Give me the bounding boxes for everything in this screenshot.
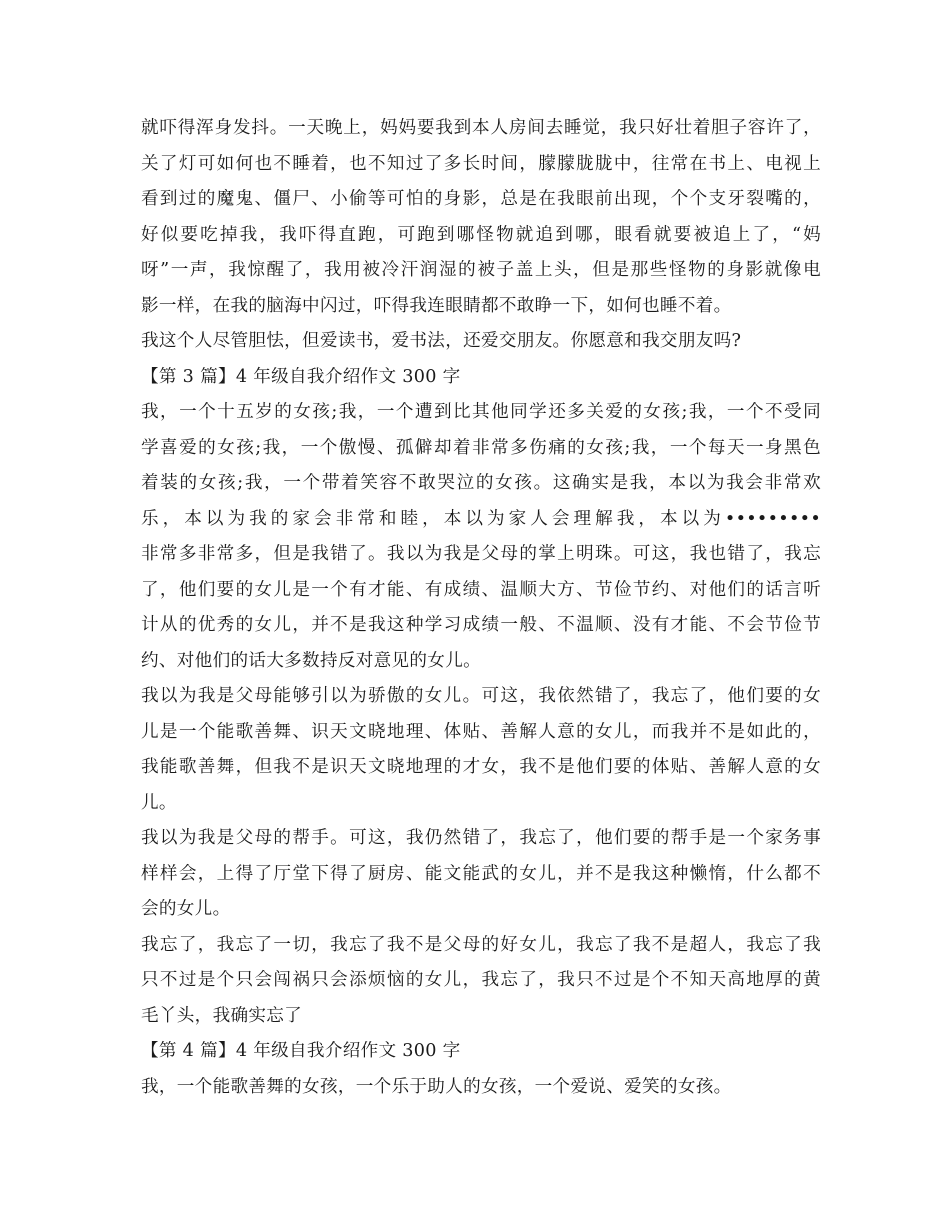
text-line: 我以为我是父母的帮手。可这，我仍然错了，我忘了，他们要的帮手是一个家务事	[141, 828, 821, 848]
text-line: 看到过的魔鬼、僵尸、小偷等可怕的身影，总是在我眼前出现，个个支牙裂嘴的，	[141, 189, 821, 209]
text-line: 关了灯可如何也不睡着，也不知过了多长时间，朦朦胧胧中，往常在书上、电视上	[141, 153, 821, 174]
text-line: 只不过是个只会闯祸只会添烦恼的女儿，我忘了，我只不过是个不知天高地厚的黄	[141, 970, 821, 990]
text-line: 就吓得浑身发抖。一天晚上，妈妈要我到本人房间去睡觉，我只好壮着胆子容许了，	[141, 118, 821, 138]
section-heading: 【第 3 篇】4 年级自我介绍作文 300 字	[141, 366, 461, 387]
text-line: 会的女儿。	[141, 899, 231, 919]
text-line: 了，他们要的女儿是一个有才能、有成绩、温顺大方、节俭节约、对他们的话言听	[141, 579, 821, 600]
text-line: 非常多非常多，但是我错了。我以为我是父母的掌上明珠。可这，我也错了，我忘	[141, 544, 821, 564]
text-line: 学喜爱的女孩;我，一个傲慢、孤僻却着非常多伤痛的女孩;我，一个每天一身黑色	[141, 437, 821, 458]
text-line: 我，一个十五岁的女孩;我，一个遭到比其他同学还多关爱的女孩;我，一个不受同	[141, 402, 821, 422]
document-body	[141, 111, 821, 1105]
text-line: 乐，本以为我的家会非常和睦，本以为家人会理解我，本以为•••••••••	[141, 508, 821, 529]
text-line: 毛丫头，我确实忘了	[141, 1005, 303, 1026]
text-line: 样样会，上得了厅堂下得了厨房、能文能武的女儿，并不是我这种懒惰，什么都不	[141, 863, 821, 884]
text-line: 儿是一个能歌善舞、识天文晓地理、体贴、善解人意的女儿，而我并不是如此的，	[141, 721, 821, 742]
text-line: 好似要吃掉我，我吓得直跑，可跑到哪怪物就追到哪，眼看就要被追上了，“妈	[141, 224, 821, 245]
text-line: 计从的优秀的女儿，并不是我这种学习成绩一般、不温顺、没有才能、不会节俭节	[141, 615, 821, 635]
text-line: 约、对他们的话大多数持反对意见的女儿。	[141, 650, 481, 671]
text-line: 着装的女孩;我，一个带着笑容不敢哭泣的女孩。这确实是我，本以为我会非常欢	[141, 473, 821, 493]
text-line: 影一样，在我的脑海中闪过，吓得我连眼睛都不敢睁一下，如何也睡不着。	[141, 295, 732, 316]
text-line: 呀”一声，我惊醒了，我用被冷汗润湿的被子盖上头，但是那些怪物的身影就像电	[141, 260, 821, 280]
text-line: 儿。	[141, 792, 177, 813]
text-line: 我以为我是父母能够引以为骄傲的女儿。可这，我依然错了，我忘了，他们要的女	[141, 686, 821, 706]
section-heading: 【第 4 篇】4 年级自我介绍作文 300 字	[141, 1041, 461, 1061]
text-line: 我忘了，我忘了一切，我忘了我不是父母的好女儿，我忘了我不是超人，我忘了我	[141, 934, 821, 955]
text-line: 我能歌善舞，但我不是识天文晓地理的才女，我不是他们要的体贴、善解人意的女	[141, 757, 821, 777]
text-line: 我这个人尽管胆怯，但爱读书，爱书法，还爱交朋友。你愿意和我交朋友吗?	[141, 331, 742, 351]
text-line: 我，一个能歌善舞的女孩，一个乐于助人的女孩，一个爱说、爱笑的女孩。	[141, 1076, 732, 1097]
